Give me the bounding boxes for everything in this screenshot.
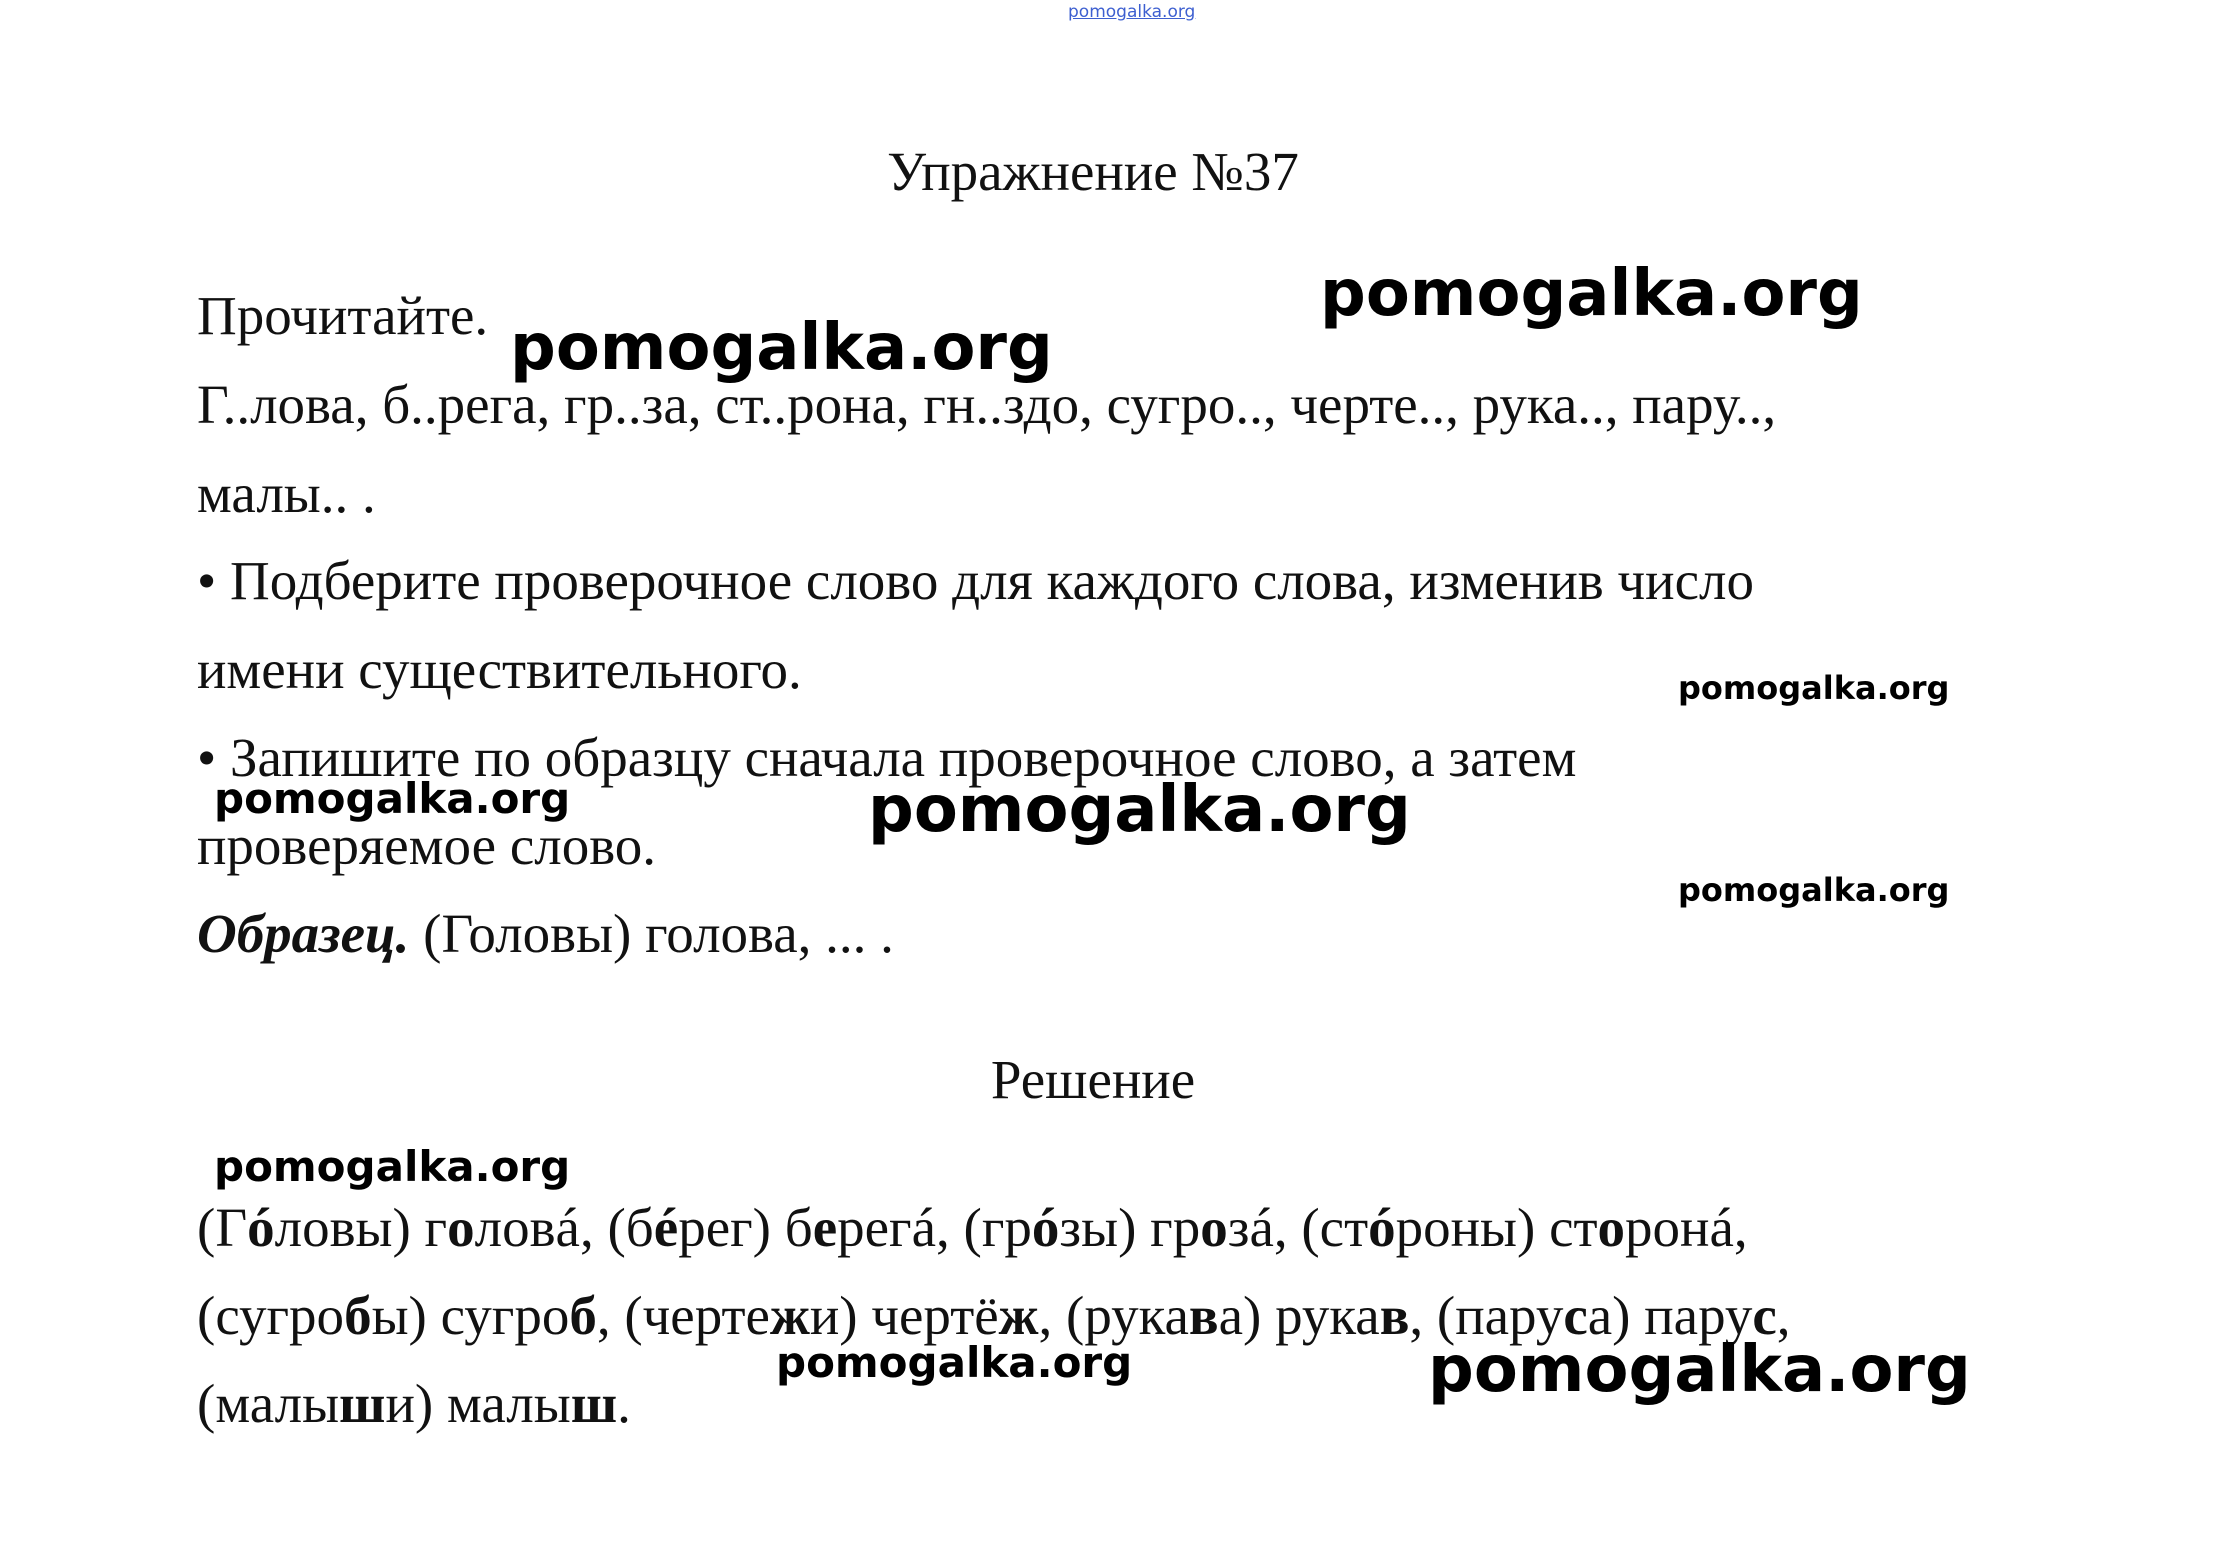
highlighted-letter: о — [1597, 1197, 1626, 1258]
highlighted-letter: ж — [998, 1285, 1039, 1346]
highlighted-letter: о — [1200, 1197, 1228, 1258]
solution-text: роны) ст — [1395, 1197, 1598, 1258]
task-1-line-2: имени существительного. — [197, 639, 802, 700]
watermark: pomogalka.org — [510, 311, 1053, 385]
solution-text: и) чертё — [809, 1285, 999, 1346]
watermark: pomogalka.org — [1428, 1333, 1971, 1407]
words-line-1: Г..лова, б..рега, гр..за, ст..рона, гн..здо, сугро.., черте.., рука.., пару.., — [197, 374, 1777, 435]
watermark: pomogalka.org — [1320, 257, 1863, 331]
highlighted-letter: б — [344, 1285, 372, 1346]
solution-text: ы) сугро — [371, 1285, 570, 1346]
solution-text: и) малы — [385, 1373, 571, 1434]
solution-text: а) пару — [1587, 1285, 1753, 1346]
highlighted-letter: ш — [570, 1373, 618, 1434]
solution-text: рег) б — [678, 1197, 813, 1258]
solution-text: а) рука — [1218, 1285, 1380, 1346]
watermark: pomogalka.org — [214, 1142, 571, 1191]
watermark: pomogalka.org — [1678, 669, 1950, 707]
highlighted-letter: é — [653, 1197, 679, 1258]
solution-text: , — [1776, 1285, 1791, 1346]
solution-title: Решение — [990, 1049, 1196, 1110]
watermark: pomogalka.org — [776, 1338, 1133, 1387]
source-link[interactable]: pomogalka.org — [1068, 2, 1196, 22]
solution-text: ловы) г — [274, 1197, 448, 1258]
solution-text: (Г — [197, 1197, 248, 1258]
words-line-2: малы.. . — [197, 463, 376, 524]
solution-text: . — [617, 1373, 631, 1434]
sample-label: Образец. — [197, 903, 410, 964]
highlighted-letter: б — [569, 1285, 597, 1346]
sample-text: (Головы) голова, ... . — [409, 903, 894, 964]
solution-text: , (рука — [1038, 1285, 1189, 1346]
task-1-line-1: • Подберите проверочное слово для каждого слова, изменив число — [197, 550, 1754, 611]
sample-line — [197, 903, 2226, 964]
task-2-line-2: проверяемое слово. — [197, 815, 657, 876]
highlighted-letter: ó — [247, 1197, 275, 1258]
solution-line-1 — [197, 1197, 2226, 1258]
highlighted-letter: с — [1563, 1285, 1588, 1346]
highlighted-letter: ш — [339, 1373, 386, 1434]
solution-text: ронá, — [1625, 1197, 1748, 1258]
solution-text: зы) гр — [1059, 1197, 1201, 1258]
instruction-text: Прочитайте. — [197, 285, 489, 346]
watermark: pomogalka.org — [1678, 871, 1950, 909]
exercise-title: Упражнение №37 — [887, 141, 1299, 202]
solution-text: зá, (ст — [1227, 1197, 1369, 1258]
solution-text: , (черте — [596, 1285, 770, 1346]
solution-text: (сугро — [197, 1285, 345, 1346]
highlighted-letter: ó — [1368, 1197, 1396, 1258]
highlighted-letter: с — [1752, 1285, 1777, 1346]
solution-text: (малы — [197, 1373, 340, 1434]
highlighted-letter: е — [812, 1197, 838, 1258]
watermark: pomogalka.org — [214, 774, 571, 823]
highlighted-letter: в — [1188, 1285, 1219, 1346]
highlighted-letter: ж — [769, 1285, 810, 1346]
highlighted-letter: о — [447, 1197, 475, 1258]
highlighted-letter: в — [1379, 1285, 1410, 1346]
solution-text: ловá, (б — [474, 1197, 654, 1258]
solution-text: регá, (гр — [837, 1197, 1032, 1258]
task-2-line-1: • Запишите по образцу сначала проверочное слово, а затем — [197, 727, 1577, 788]
highlighted-letter: ó — [1031, 1197, 1060, 1258]
watermark: pomogalka.org — [868, 773, 1411, 847]
solution-text: , (пару — [1409, 1285, 1564, 1346]
